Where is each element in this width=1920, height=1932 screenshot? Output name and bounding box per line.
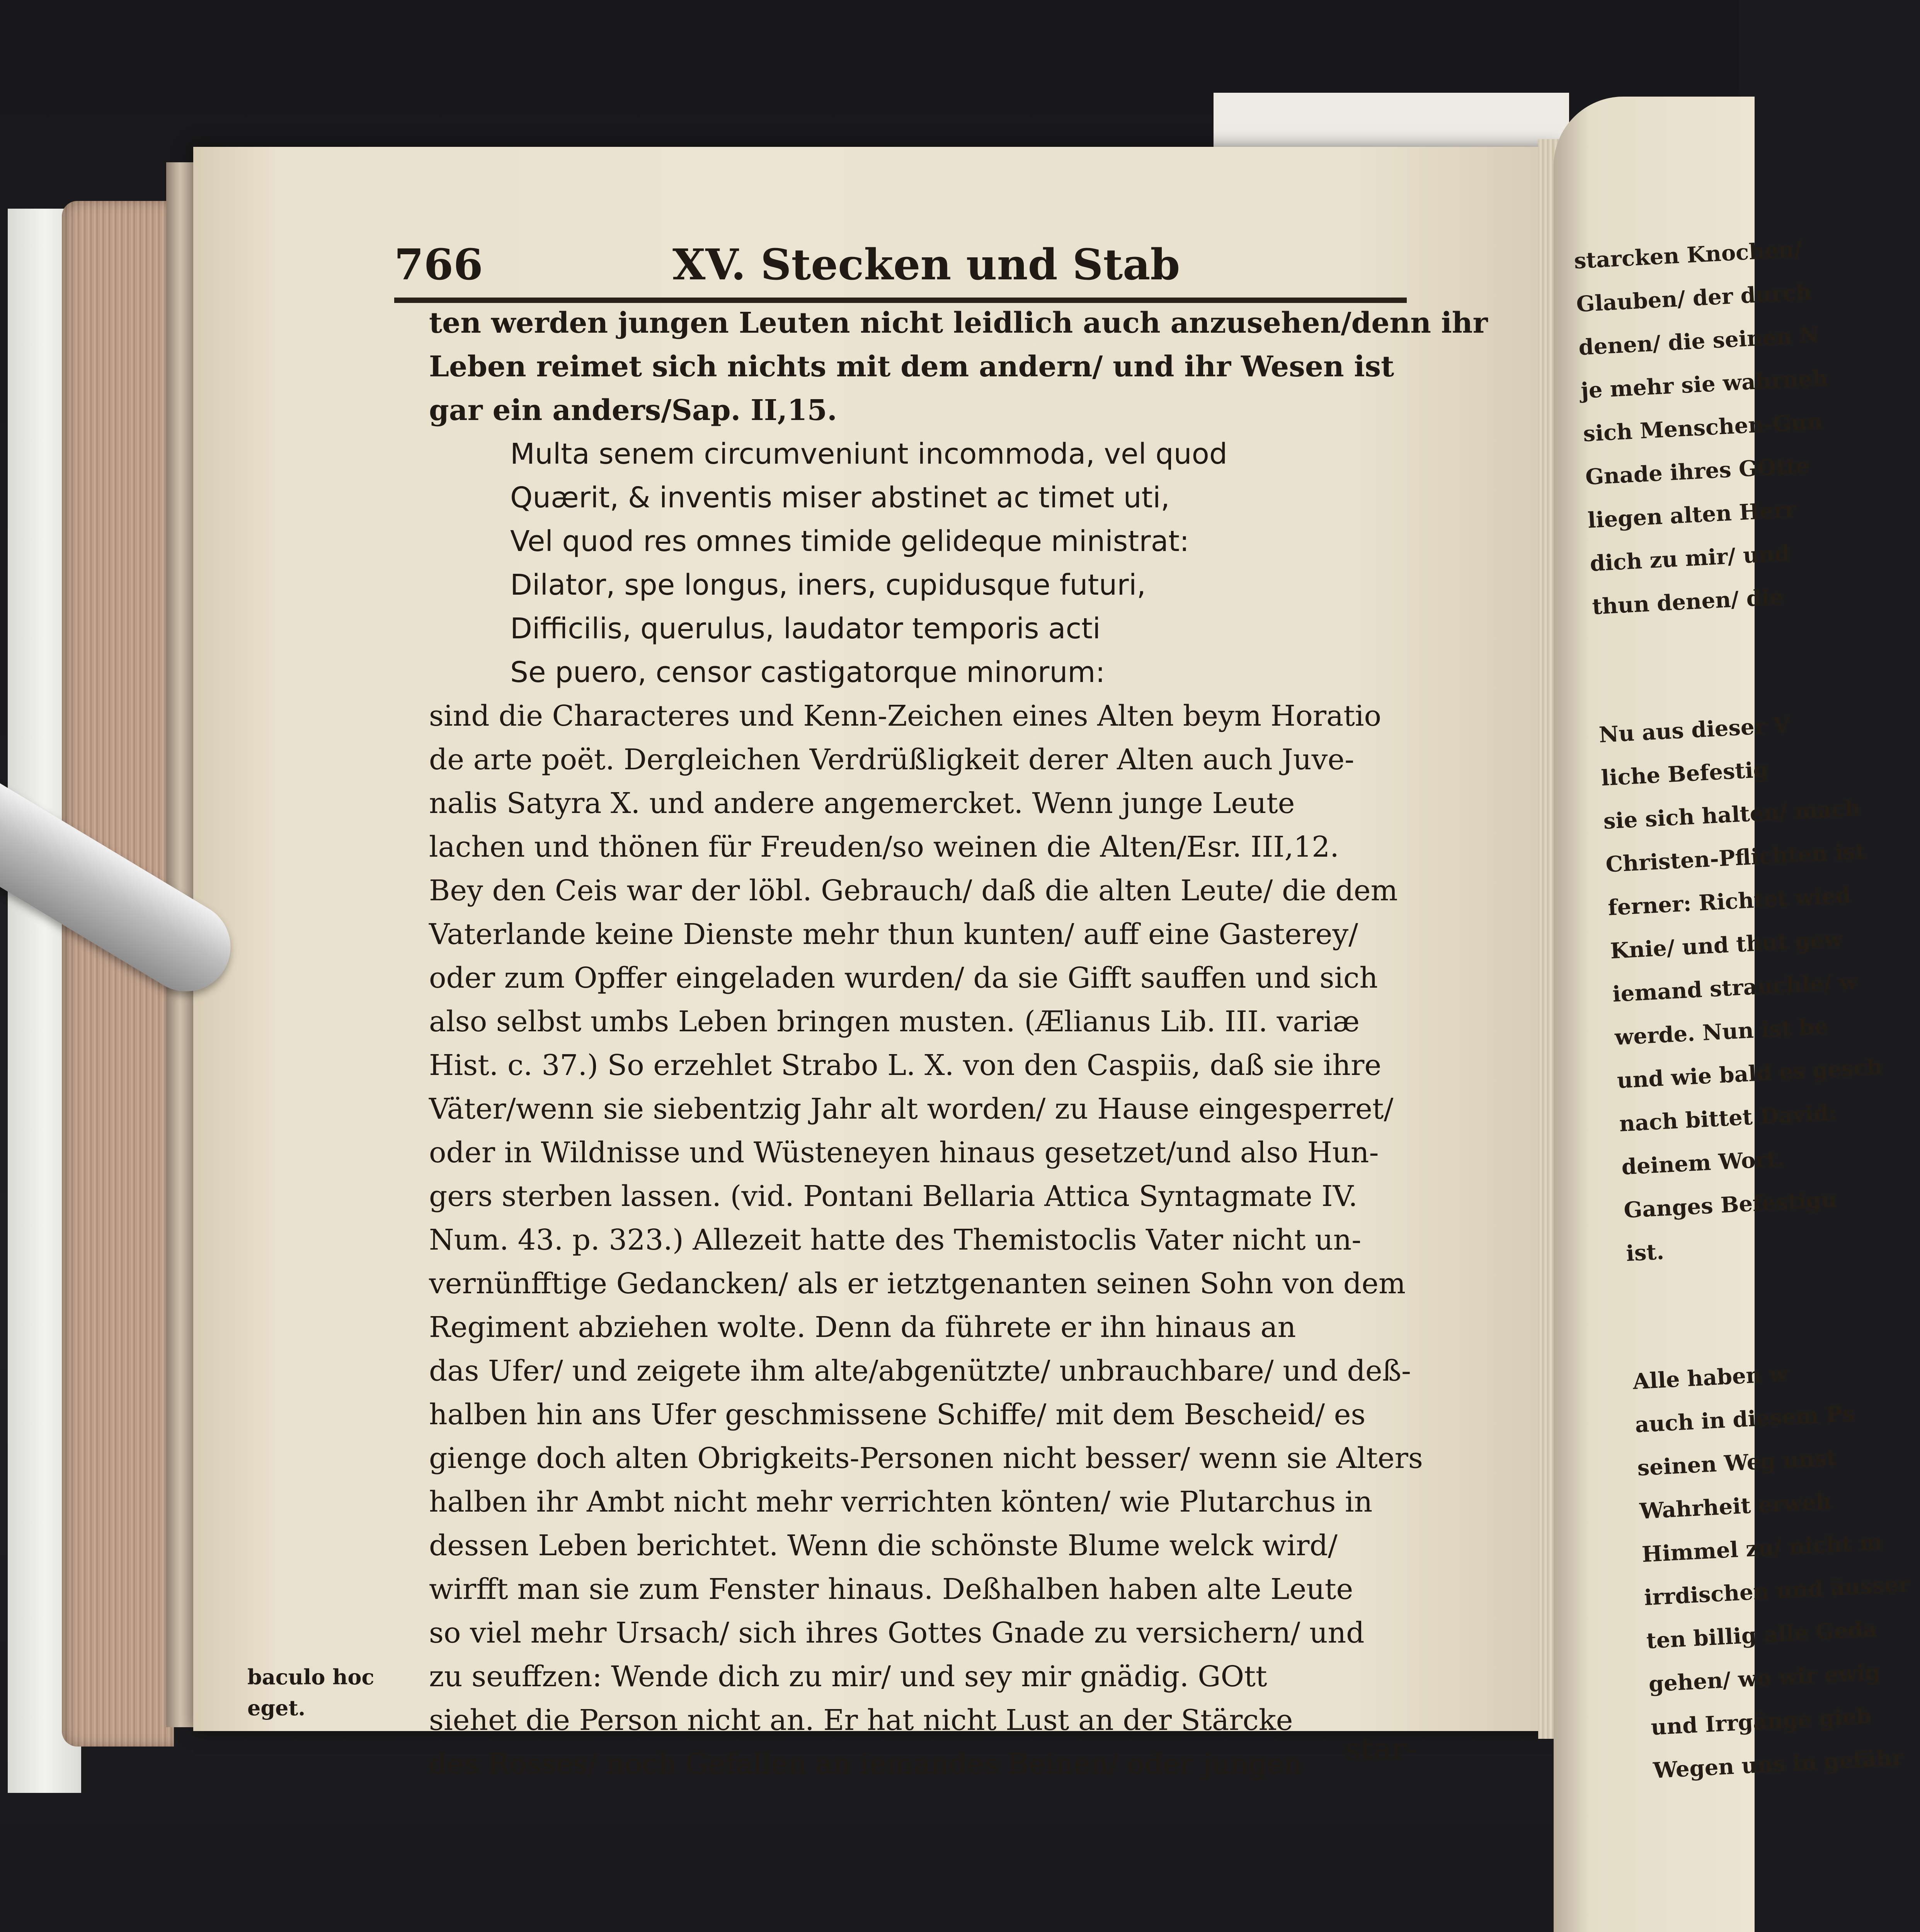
facing-page-line: Wegen uns in gefähr xyxy=(1652,1745,1904,1784)
text-line: zu seuffzen: Wende dich zu mir/ und sey mir gnädig. GOtt xyxy=(429,1660,1267,1693)
text-line: oder zum Opffer eingeladen wurden/ da sie Gifft sauffen und sich xyxy=(429,961,1378,995)
facing-page-line: deinem Wort. xyxy=(1621,1146,1785,1180)
text-line: dessen Leben berichtet. Wenn die schönste Blume welck wird/ xyxy=(429,1529,1338,1562)
text-line: vernünfftige Gedancken/ als er ietztgenanten seinen Sohn von dem xyxy=(429,1267,1406,1300)
facing-page-line: dich zu mir/ und xyxy=(1589,540,1791,577)
text-line: das Ufer/ und zeigete ihm alte/abgenützte/ unbrauchbare/ und deß- xyxy=(429,1354,1411,1388)
verse-line: Quærit, & inventis miser abstinet ac timet uti, xyxy=(510,481,1170,514)
text-line: Vaterlande keine Dienste mehr thun kunten/ auff eine Gasterey/ xyxy=(429,918,1358,951)
verse-line: Difficilis, querulus, laudator temporis acti xyxy=(510,612,1101,645)
facing-page-line: denen/ die seinen N xyxy=(1578,322,1820,361)
text-line: halben ihr Ambt nicht mehr verrichten könten/ wie Plutarchus in xyxy=(429,1485,1373,1519)
text-line: Num. 43. p. 323.) Allezeit hatte des Themistoclis Vater nicht un- xyxy=(429,1223,1362,1257)
facing-page-line: iemand strauchle/ w xyxy=(1612,969,1859,1007)
catchword: star- xyxy=(1345,1731,1417,1767)
running-title: XV. Stecken und Stab xyxy=(672,240,1180,289)
facing-page-line: und Irrgänge gieb xyxy=(1650,1703,1872,1740)
facing-page-line: ten billig alle Geda xyxy=(1646,1616,1878,1654)
page-number: 766 xyxy=(394,240,483,289)
text-line: des Rosses/ noch Gefallen an iemandes Beinen/ oder jungen xyxy=(429,1747,1302,1781)
facing-page-line: gehen/ wo wir ewig xyxy=(1648,1659,1881,1697)
verse-line: Dilator, spe longus, iners, cupidusque futuri, xyxy=(510,568,1146,602)
facing-page-line: und wie bald es gesch xyxy=(1616,1054,1883,1094)
text-line: ten werden jungen Leuten nicht leidlich auch anzusehen/denn ihr xyxy=(429,306,1488,340)
facing-page-line: Gnade ihres GOtte xyxy=(1585,452,1811,490)
facing-page-line: Knie/ und thut gew xyxy=(1609,926,1843,964)
facing-page-line: Christen-Pflichten ist xyxy=(1605,838,1866,878)
verse-line: Multa senem circumveniunt incommoda, vel quod xyxy=(510,437,1227,471)
text-line: also selbst umbs Leben bringen musten. (Ælianus Lib. III. variæ xyxy=(429,1005,1360,1038)
text-line: oder in Wildnisse und Wüsteneyen hinaus gesetzet/und also Hun- xyxy=(429,1136,1379,1169)
facing-page-line: ferner: Richtet wied xyxy=(1607,882,1852,921)
facing-page-line: starcken Knochen/ xyxy=(1573,236,1803,274)
facing-page-line: ist. xyxy=(1625,1239,1665,1267)
verse-line: Vel quod res omnes timide gelideque ministrat: xyxy=(510,525,1190,558)
facing-page-line: thun denen/ die xyxy=(1591,584,1784,620)
facing-page-line: liche Befestig xyxy=(1600,757,1769,791)
text-line: gar ein anders/Sap. II,15. xyxy=(429,394,837,427)
facing-page-gap xyxy=(1627,1266,1801,1360)
margin-note-line: baculo hoc xyxy=(247,1665,374,1689)
facing-page-line: werde. Nun ist be xyxy=(1614,1014,1829,1051)
text-line: gers sterben lassen. (vid. Pontani Bellaria Attica Syntagmate IV. xyxy=(429,1180,1358,1213)
facing-page-line: Alle haben w xyxy=(1632,1361,1789,1395)
facing-page-line: seinen Weg unst xyxy=(1636,1445,1838,1481)
text-line: Leben reimet sich nichts mit dem andern/ und ihr Wesen ist xyxy=(429,350,1394,383)
facing-page-line: Nu aus dieser V xyxy=(1598,712,1791,748)
margin-note-line: eget. xyxy=(247,1696,306,1720)
facing-page-line: Wahrheit erweh xyxy=(1639,1488,1832,1524)
facing-page-line: je mehr sie wahrneh xyxy=(1580,365,1829,404)
text-line: lachen und thönen für Freuden/so weinen die Alten/Esr. III,12. xyxy=(429,830,1339,864)
facing-page-line: Himmel zu/ nicht m xyxy=(1641,1529,1883,1568)
text-line: Hist. c. 37.) So erzehlet Strabo L. X. von den Caspiis, daß sie ihre xyxy=(429,1049,1382,1082)
text-line: sind die Characteres und Kenn-Zeichen eines Alten beym Horatio xyxy=(429,699,1382,733)
margin-note xyxy=(247,1662,394,1723)
page-header xyxy=(394,232,1407,294)
facing-page-line: sich Menschen-Gun xyxy=(1582,408,1823,447)
facing-page-line: liegen alten Herr xyxy=(1587,497,1797,533)
facing-page-line: nach bittet David: xyxy=(1619,1100,1837,1137)
verse-line: Se puero, censor castigatorque minorum: xyxy=(510,656,1105,689)
facing-page-gap xyxy=(1593,620,1768,714)
text-line: Regiment abziehen wolte. Denn da führete er ihn hinaus an xyxy=(429,1311,1296,1344)
text-line: Bey den Ceis war der löbl. Gebrauch/ daß die alten Leute/ die dem xyxy=(429,874,1398,907)
text-line: halben hin ans Ufer geschmissene Schiffe/ mit dem Bescheid/ es xyxy=(429,1398,1366,1431)
text-line: nalis Satyra X. und andere angemercket. Wenn junge Leute xyxy=(429,787,1295,820)
text-line: gienge doch alten Obrigkeits-Personen nicht besser/ wenn sie Alters xyxy=(429,1442,1423,1475)
facing-page-line: irrdischen und äusser xyxy=(1643,1571,1911,1611)
text-line: so viel mehr Ursach/ sich ihres Gottes Gnade zu versichern/ und xyxy=(429,1616,1365,1650)
facing-page-line: sie sich halten/ mach xyxy=(1603,795,1861,834)
facing-page-line: Ganges Befestigu xyxy=(1623,1186,1838,1223)
facing-page-line: auch in diesem Ps xyxy=(1634,1401,1855,1438)
page-body-text xyxy=(429,301,1488,1786)
text-line: wirfft man sie zum Fenster hinaus. Deßhalben haben alte Leute xyxy=(429,1573,1353,1606)
text-line: siehet die Person nicht an. Er hat nicht Lust an der Stärcke xyxy=(429,1704,1293,1737)
text-line: Väter/wenn sie siebentzig Jahr alt worden/ zu Hause eingesperret/ xyxy=(429,1092,1394,1126)
text-line: de arte poët. Dergleichen Verdrüßligkeit derer Alten auch Juve- xyxy=(429,743,1355,776)
facing-page-line: Glauben/ der durch xyxy=(1576,279,1813,317)
